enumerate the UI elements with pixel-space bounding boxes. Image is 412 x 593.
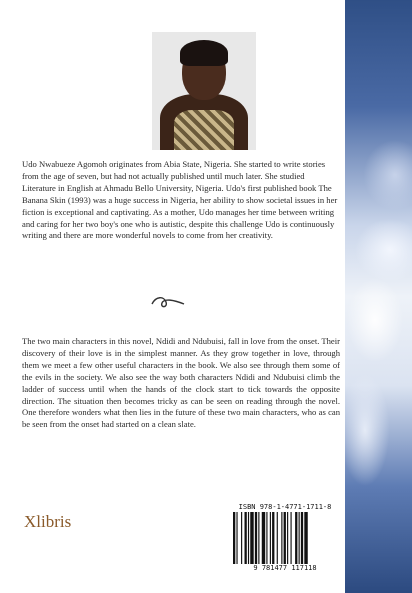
isbn-barcode bbox=[230, 503, 340, 575]
author-photo bbox=[152, 32, 256, 150]
publisher-logo: Xlibris bbox=[24, 512, 72, 531]
flourish-ornament bbox=[148, 292, 188, 312]
sky-clouds-image bbox=[345, 0, 412, 593]
barcode-bars bbox=[233, 512, 337, 564]
author-bio: Udo Nwabueze Agomoh originates from Abia State, Nigeria. She started to write stories from the age of seven, but had not actually published until much later. She studied Literature in English at Ahmadu Bello University, Nigeria. Udo's first published book The Banana Skin (1993) was a huge success in Nigeria, her ability to show societal issues in her fiction is exceptional and captivating. As a mother, Udo manages her time between writing and caring for her two boy's one who is autistic, despite this challenge Udo is continuously writing and there are more wonderful novels to come from her creativity. bbox=[22, 159, 338, 241]
book-synopsis: The two main characters in this novel, Ndidi and Ndubuisi, fall in love from the onset. Their discovery of their love is in the simplest manner. As they grow together in love, through them we meet a few other useful characters in the book. We also see through them some of the evils in the society. We also see the way both characters Ndidi and Ndubuisi climb the ladder of success until when the hands of the clock start to tick towards the opposite direction. The situation then becomes tricky as can be seen on reading through the novel. One therefore wonders what then lies in the future of these two main characters, who as can be seen from the onset had started on a clean slate. bbox=[22, 336, 340, 430]
ean-digits: 9 781477 117118 bbox=[253, 564, 317, 572]
isbn-label: ISBN 978-1-4771-1711-8 bbox=[238, 503, 332, 511]
